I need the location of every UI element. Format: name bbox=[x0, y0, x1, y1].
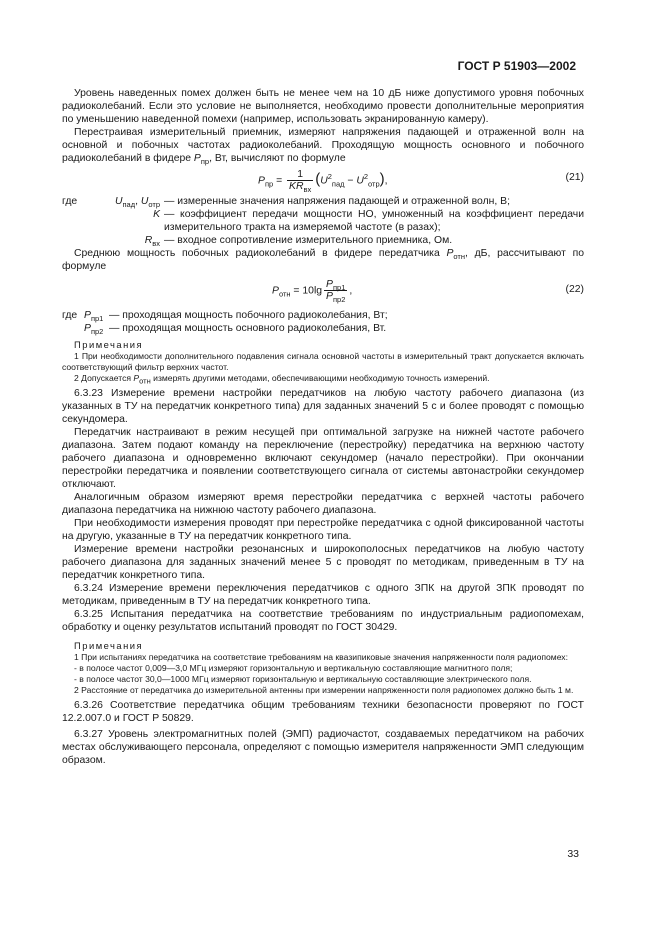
fraction: $\frac{1}{KR_{вх}}$ bbox=[289, 169, 312, 195]
variables-list-2: где $P_{пр1}$ — проходящая мощность побочного радиоколебания, Вт; $P_{пр2}$ — проходящая мощность основного радиоколебания, Вт. bbox=[62, 310, 388, 337]
page-number: 33 bbox=[567, 848, 579, 860]
variables-list-1: где $U_{пад}$, $U_{отр}$ — измеренные значения напряжения падающей и отраженной волн, В; K — коэффициент передачи мощности НО, умноженный на коэффициент передачи измерительного тракта на измеряемой частоте (в разах); $R_{вх}$ — входное сопротивление измерительного приемника, Ом. bbox=[62, 196, 584, 249]
note-1a: - в полосе частот 0,009—3,0 МГц измеряют горизонтальную и вертикальную составляющие магнитного поля; bbox=[74, 663, 513, 673]
paragraph-similar-measure: Аналогичным образом измеряют время перестройки передатчика с верхней частоты рабочего диапазона передатчика на нижнюю частоту рабочего диапазона. bbox=[62, 492, 584, 516]
note-1: 1 При необходимости дополнительного подавления сигнала основной частоты в измерительный тракт допускается включать соответствующий фильтр верхних частот. bbox=[62, 351, 584, 372]
note-1: 1 При испытаниях передатчика на соответствие требованиям на квазипиковые значения напряженности поля радиопомех: bbox=[74, 652, 568, 662]
paragraph-6-3-27: 6.3.27 Уровень электромагнитных полей (ЭМП) радиочастот, создаваемых передатчиком на рабочих местах обслуживающего персонала, определяют с помощью измерителя напряженности ЭМП следующим образом. bbox=[62, 729, 584, 766]
page-body bbox=[62, 87, 584, 767]
paragraph-tuning-procedure: Передатчик настраивают в режим несущей при оптимальной загрузке на нижней частоте рабочего диапазона. Затем подают команду на переключение (перестройку) передатчика на верхнюю частоту рабочего диапазона и одновременно включают секундомер (начало перестройки). При окончании перестройки передатчика и появлении соответствующего сигнала от системы автонастройки секундомер отключают. bbox=[62, 427, 584, 490]
note-2: 2 Расстояние от передатчика до измерительной антенны при измерении напряженности поля радиопомех должно быть 1 м. bbox=[74, 685, 574, 695]
notes-heading: Примечания bbox=[74, 640, 144, 651]
equation-number: (22) bbox=[565, 284, 584, 295]
paragraph-text: Перестраивая измерительный приемник, измеряют напряжения падающей и отраженной волн на основной и побочных частотах радиоколебаний. Проходящую мощность основного и побочного радиоколебаний в фидере bbox=[62, 127, 584, 164]
paragraph-average-power: Среднюю мощность побочных радиоколебаний в фидере передатчика $P_{отн}$, дБ, рассчитывают по формуле bbox=[62, 248, 584, 272]
paragraph-resonant-transmitters: Измерение времени настройки резонансных и широкополосных передатчиков на любую частоту рабочего диапазона для заданных значений менее 5 с проводят по методикам, приведенным в ТУ на передатчик конкретного типа. bbox=[62, 544, 584, 581]
paragraph-measure-voltages: Перестраивая измерительный приемник, измеряют напряжения падающей и отраженной волн на основной и побочных частотах радиоколебаний. Проходящую мощность основного и побочного радиоколебаний в фидере $P_{пр}$, Вт, вычисляют по формуле bbox=[62, 127, 584, 167]
note-1b: - в полосе частот 30,0—1000 МГц измеряют горизонтальную и вертикальную составляющие электрического поля. bbox=[74, 674, 532, 684]
formula-22: $P_{отн} = 10\lg$ $\frac{P_{пр1}}{P_{пр2}}$ , (22) bbox=[272, 279, 584, 305]
equation-number: (21) bbox=[565, 172, 584, 183]
paragraph-6-3-24: 6.3.24 Измерение времени переключения передатчиков с одного ЗПК на другой ЗПК проводят по методикам, приведенным в ТУ на передатчик конкретного типа. bbox=[62, 583, 584, 607]
fraction: $\frac{P_{пр1}}{P_{пр2}}$ bbox=[326, 279, 346, 305]
notes-heading: Примечания bbox=[74, 339, 144, 350]
paragraph-fixed-frequency: При необходимости измерения проводят при перестройке передатчика с одной фиксированной частоты на другую, указанные в ТУ на передатчик конкретного типа. bbox=[62, 518, 584, 542]
paragraph-6-3-25: 6.3.25 Испытания передатчика на соответствие требованиям по индустриальным радиопомехам, обработку и оценку результатов испытаний проводят по ГОСТ 30429. bbox=[62, 609, 584, 633]
paragraph-6-3-26: 6.3.26 Соответствие передатчика общим требованиям техники безопасности проверяют по ГОСТ 12.2.007.0 и ГОСТ Р 50829. bbox=[62, 700, 584, 724]
document-code: ГОСТ Р 51903—2002 bbox=[457, 59, 576, 73]
note-2: 2 Допускается $P_{отн}$ измерять другими методами, обеспечивающими необходимую точность измерений. bbox=[74, 373, 490, 386]
paragraph-interference-level: Уровень наведенных помех должен быть не менее чем на 10 дБ ниже допустимого уровня побочных радиоколебаний. Если это условие не выполняется, необходимо провести дополнительные мероприятия по уменьшению наведенной помехи (например, использовать экранированную камеру). bbox=[62, 88, 584, 125]
paragraph-6-3-23: 6.3.23 Измерение времени настройки передатчиков на любую частоту рабочего диапазона (из указанных в ТУ на передатчик конкретного типа) для заданных значений 5 с и более проводят с помощью секундомера. bbox=[62, 388, 584, 425]
formula-21: $P_{пр}$ = $\frac{1}{KR_{вх}}$ $(U^2_{пад} - U^2_{отр})$, (21) bbox=[258, 169, 584, 195]
